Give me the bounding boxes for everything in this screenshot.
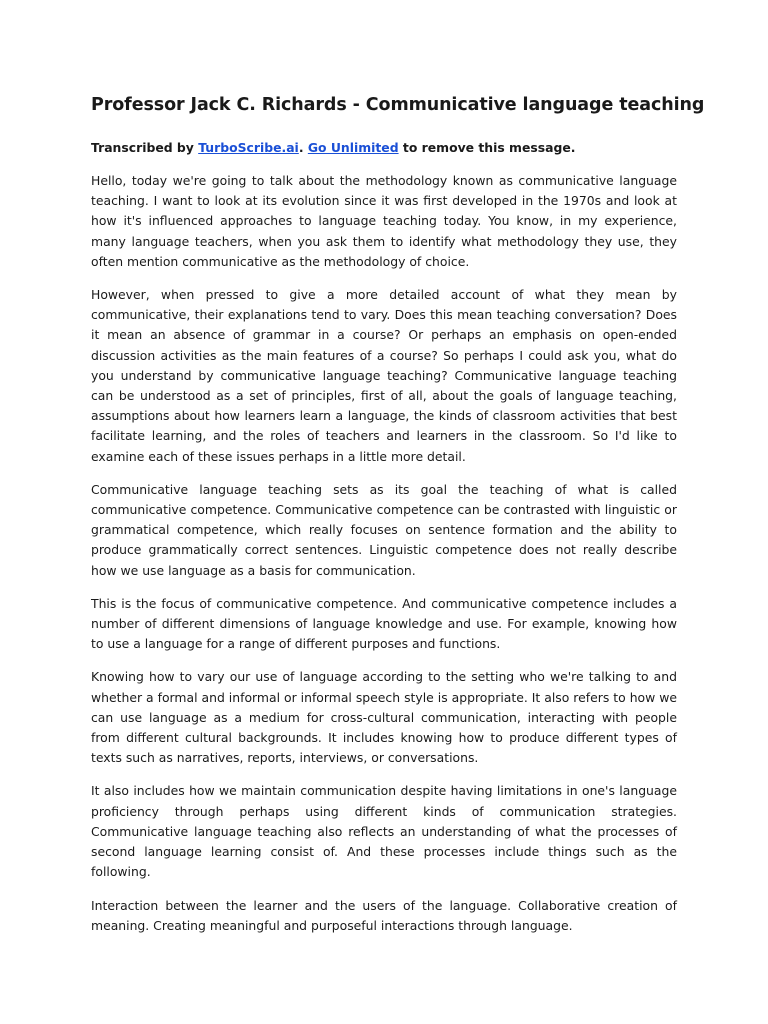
turboscribe-link[interactable]: TurboScribe.ai: [198, 140, 299, 155]
paragraph-3: Communicative language teaching sets as its goal the teaching of what is called communicative competence. Communicative competence can be contrasted with linguistic or grammatical competence, which really focuses on sentence formation and the ability to produce grammatically correct sentences. Linguistic competence does not really describe how we use language as a basis for communication.: [91, 481, 677, 578]
transcription-prefix: Transcribed by: [91, 140, 199, 155]
paragraph-1: Hello, today we're going to talk about the methodology known as communicative language teaching. I want to look at its evolution since it was first developed in the 1970s and look at how it's influenced approaches to language teaching today. You know, in my experience, many language teachers, when you ask them to identify what methodology they use, they often mention communicative as the methodology of choice.: [91, 173, 677, 269]
transcription-separator: .: [298, 140, 308, 155]
transcription-suffix: to remove this message.: [398, 140, 576, 155]
transcription-notice: [91, 138, 677, 158]
go-unlimited-link[interactable]: Go Unlimited: [307, 140, 399, 155]
paragraph-4: This is the focus of communicative competence. And communicative competence includes a number of different dimensions of language knowledge and use. For example, knowing how to use a language for a range of different purposes and functions.: [91, 595, 677, 652]
paragraph-2: However, when pressed to give a more detailed account of what they mean by communicative, their explanations tend to vary. Does this mean teaching conversation? Does it mean an absence of grammar in a course? Or perhaps an emphasis on open-ended discussion activities as the main features of a course? So perhaps I could ask you, what do you understand by communicative language teaching? Communicative language teaching can be understood as a set of principles, first of all, about the goals of language teaching, assumptions about how learners learn a language, the kinds of classroom activities that best facilitate learning, and the roles of teachers and learners in the classroom. So I'd like to examine each of these issues perhaps in a little more detail.: [91, 287, 677, 464]
paragraph-7: Interaction between the learner and the users of the language. Collaborative creation of meaning. Creating meaningful and purposeful interactions through language.: [91, 897, 677, 933]
document-page: [91, 92, 705, 949]
document-title: Professor Jack C. Richards - Communicative language teaching: [91, 95, 705, 115]
paragraph-6: It also includes how we maintain communication despite having limitations in one's language proficiency through perhaps using different kinds of communication strategies. Communicative language teaching also reflects an understanding of what the processes of second language learning consist of. And these processes include things such as the following.: [91, 783, 677, 880]
paragraph-5: Knowing how to vary our use of language according to the setting who we're talking to and whether a formal and informal or informal speech style is appropriate. It also refers to how we can use language as a medium for cross-cultural communication, interacting with people from different cultural backgrounds. It includes knowing how to produce different types of texts such as narratives, reports, interviews, or conversations.: [91, 669, 677, 766]
